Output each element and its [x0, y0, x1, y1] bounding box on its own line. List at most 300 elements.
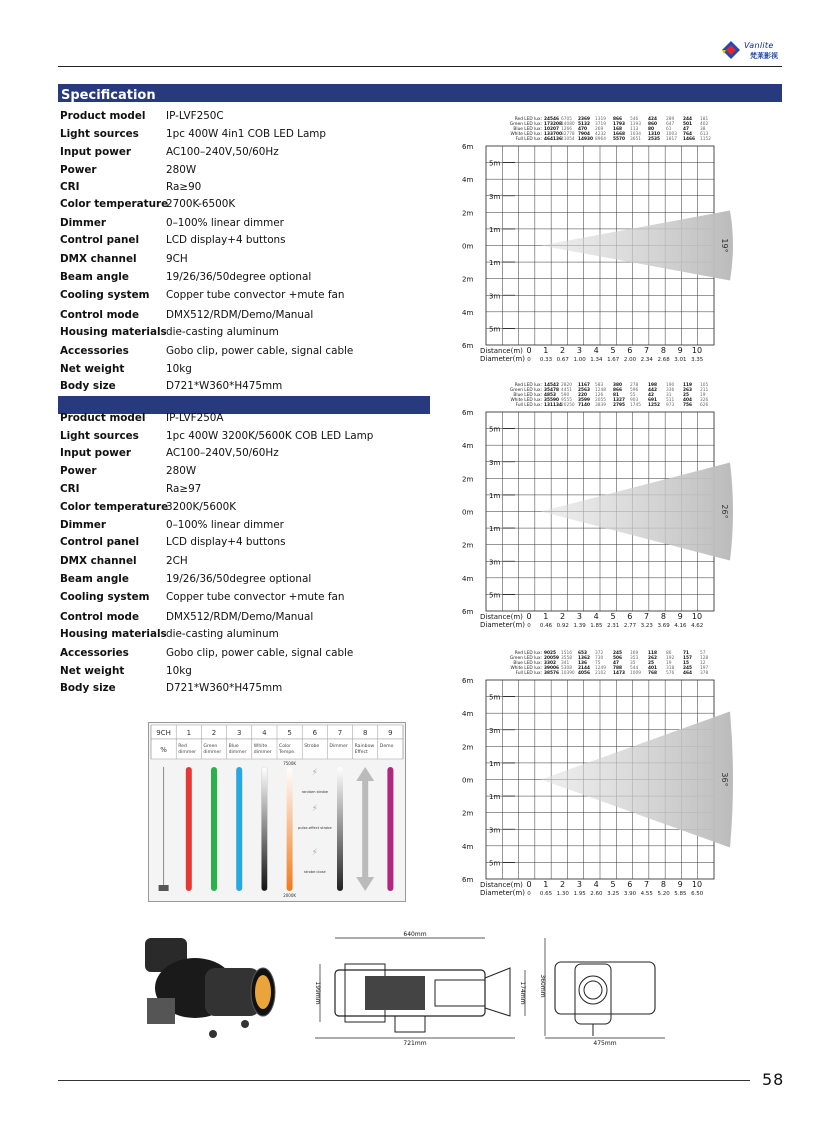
y-axis-label: 1m [489, 491, 501, 500]
spec-value: 19/26/36/50degree optional [166, 573, 312, 585]
distance-tick: 0 [526, 346, 532, 355]
dmx-channel-number: 2 [211, 729, 217, 737]
beam-angle-label: 19° [720, 238, 729, 253]
lux-value: 5570 [613, 137, 625, 142]
distance-tick: 7 [644, 880, 650, 889]
lux-value: 6705 [561, 117, 572, 122]
dmx-channel-number: 3 [236, 729, 242, 737]
distance-axis-label: Distance(m) [480, 881, 523, 889]
spec-value: 280W [166, 465, 197, 477]
lux-value: 19 [700, 393, 706, 398]
diameter-value: 6.50 [691, 891, 704, 897]
distance-tick: 0 [526, 880, 532, 889]
spec-value: die-casting aluminum [166, 628, 279, 640]
spec-label: Housing materials [60, 628, 167, 640]
diameter-value: 3.23 [640, 623, 653, 629]
lux-value: 19 [666, 661, 672, 666]
lux-value: 269 [595, 127, 604, 132]
lux-value: 404 [683, 398, 692, 403]
dmx-function: Blue dimmer [228, 744, 247, 755]
distance-tick: 5 [610, 346, 616, 355]
spec-label: Color temperature [60, 501, 169, 513]
lux-row-label: Full LED lux: [515, 137, 542, 142]
distance-tick: 9 [677, 346, 683, 355]
y-axis-label: 5m [489, 425, 501, 434]
lux-value: 14080 [561, 122, 575, 127]
lux-value: 626 [700, 403, 709, 408]
lux-value: 4451 [561, 388, 572, 393]
lux-value: 192 [666, 656, 675, 661]
dmx-level-bar [211, 767, 217, 891]
diameter-value: 2.00 [623, 357, 637, 363]
diameter-value: 0.92 [556, 623, 569, 629]
spec-value: Gobo clip, power cable, signal cable [166, 647, 354, 659]
spec-label: Dimmer [60, 519, 107, 531]
lux-value: 691 [648, 398, 657, 403]
spec-value: Copper tube convector +mute fan [166, 591, 345, 603]
spec-label: Cooling system [60, 591, 150, 603]
diameter-value: 5.20 [657, 891, 670, 897]
lux-value: 402 [700, 122, 709, 127]
beam-chart-36 [460, 646, 729, 902]
spec-value: Copper tube convector +mute fan [166, 289, 345, 301]
diameter-axis-label: Diameter(m) [480, 355, 525, 363]
spec-label: Power [60, 465, 97, 477]
lux-value: 41054 [561, 137, 575, 142]
lux-value: 39006 [544, 666, 559, 671]
lux-value: 903 [630, 398, 639, 403]
lux-value: 71 [683, 651, 689, 656]
y-axis-label: 0m [462, 508, 474, 517]
diameter-value: 4.55 [640, 891, 653, 897]
lux-value: 3651 [630, 137, 641, 142]
lux-value: 47 [683, 127, 689, 132]
lux-value: 42 [648, 393, 654, 398]
dmx-channel-number: 6 [312, 729, 318, 737]
spec-label: Beam angle [60, 271, 129, 283]
distance-tick: 7 [644, 346, 650, 355]
spec-value: LCD display+4 buttons [166, 234, 286, 246]
lux-row-label: White LED lux: [510, 666, 542, 671]
dmx-function: Rainbow Effect [354, 744, 375, 755]
lux-value: 973 [666, 403, 675, 408]
spec-value: DMX512/RDM/Demo/Manual [166, 309, 314, 321]
spec-value: LCD display+4 buttons [166, 536, 286, 548]
y-axis-label: 4m [462, 308, 474, 317]
lux-value: 341 [561, 661, 570, 666]
lux-value: 136 [578, 661, 587, 666]
spec-value: AC100–240V,50/60Hz [166, 146, 279, 158]
distance-tick: 1 [543, 346, 549, 355]
diameter-value: 1.00 [573, 357, 586, 363]
dmx-channel-number: 5 [287, 729, 292, 737]
spec-label: Body size [60, 380, 116, 392]
distance-tick: 0 [526, 612, 532, 621]
lux-value: 55 [630, 393, 636, 398]
distance-tick: 3 [576, 880, 582, 889]
lux-value: 866 [613, 388, 622, 393]
lux-value: 245 [613, 651, 622, 656]
spec-value: 2CH [166, 555, 188, 567]
diameter-value: 3.69 [657, 623, 670, 629]
lux-value: 113 [630, 127, 639, 132]
spec-table-lvf250a [60, 412, 430, 702]
diameter-value: 0.67 [556, 357, 569, 363]
lux-value: 197 [700, 666, 709, 671]
dmx-function: Red dimmer [178, 744, 197, 755]
y-axis-label: 5m [489, 859, 501, 868]
spec-value: 9CH [166, 253, 188, 265]
page-number: 58 [762, 1070, 785, 1089]
lux-value: 190 [666, 383, 675, 388]
lux-value: 35 [630, 661, 636, 666]
y-axis-label: 2m [462, 541, 474, 550]
lux-value: 8964 [595, 137, 606, 142]
y-axis-label: 4m [462, 442, 474, 451]
spec-label: Net weight [60, 363, 125, 375]
lux-value: 326 [700, 398, 709, 403]
lux-value: 131134 [544, 403, 562, 408]
spec-label: Accessories [60, 647, 129, 659]
lux-value: 1319 [595, 117, 606, 122]
lux-value: 470 [578, 127, 587, 132]
lux-value: 768 [648, 671, 657, 676]
y-axis-label: 5m [489, 693, 501, 702]
spec-value: 3200K/5600K [166, 501, 237, 513]
lux-value: 3719 [595, 122, 606, 127]
distance-tick: 8 [660, 612, 666, 621]
lux-value: 169 [630, 651, 639, 656]
lux-value: 244 [683, 117, 692, 122]
lux-value: 1193 [630, 122, 641, 127]
lux-value: 32778 [561, 132, 575, 137]
lux-value: 318 [666, 666, 675, 671]
lux-value: 15 [683, 661, 689, 666]
distance-tick: 5 [610, 612, 616, 621]
y-axis-label: 1m [489, 525, 501, 534]
spec-label: Color temperature [60, 198, 169, 210]
y-axis-label: 2m [462, 209, 474, 218]
diameter-value: 2.31 [607, 623, 620, 629]
spec-label: Net weight [60, 665, 125, 677]
lux-value: 10207 [544, 127, 559, 132]
spec-label: Control panel [60, 536, 140, 548]
lux-value: 38576 [544, 671, 559, 676]
lux-value: 118 [648, 651, 657, 656]
dim-height-left: 199mm [314, 981, 321, 1005]
strobe-icon: ⚡ [311, 768, 318, 778]
lux-value: 401 [648, 666, 657, 671]
lux-value: 730 [595, 656, 604, 661]
diameter-value: 2.77 [623, 623, 637, 629]
lux-value: 35590 [544, 398, 559, 403]
y-axis-label: 3m [489, 192, 501, 201]
distance-tick: 4 [593, 880, 599, 889]
lux-row-label: Blue LED lux: [513, 661, 542, 666]
spec-table-lvf250c [60, 110, 430, 390]
lux-value: 7140 [578, 403, 590, 408]
spec-value: D721*W360*H475mm [166, 682, 283, 694]
diameter-value: 0.65 [539, 891, 553, 897]
distance-tick: 6 [627, 612, 633, 621]
lux-value: 3839 [595, 403, 606, 408]
lux-value: 613 [700, 132, 709, 137]
y-axis-label: 1m [489, 225, 501, 234]
dmx-channel-table [148, 722, 406, 902]
lux-value: 3558 [561, 656, 572, 661]
spec-label: Cooling system [60, 289, 150, 301]
lux-value: 80 [648, 127, 654, 132]
spec-value: die-casting aluminum [166, 326, 279, 338]
lux-value: 126 [595, 393, 604, 398]
lux-value: 2563 [578, 388, 590, 393]
lux-value: 1327 [613, 398, 625, 403]
distance-tick: 8 [660, 880, 666, 889]
y-axis-label: 6m [462, 677, 474, 685]
diameter-value: 1.39 [573, 623, 586, 629]
distance-tick: 9 [677, 880, 683, 889]
diameter-axis-label: Diameter(m) [480, 889, 525, 897]
lux-value: 1516 [561, 651, 572, 656]
dmx-channel-header: 9CH [156, 729, 171, 737]
lux-value: 4232 [595, 132, 606, 137]
lux-value: 336 [666, 388, 675, 393]
y-axis-label: 5m [489, 591, 501, 600]
lux-value: 278 [630, 383, 639, 388]
lux-value: 1034 [630, 132, 641, 137]
lux-value: 442 [648, 388, 657, 393]
diameter-value: 3.90 [623, 891, 637, 897]
distance-axis-label: Distance(m) [480, 613, 523, 621]
spec-label: Control mode [60, 611, 140, 623]
lux-value: 262 [648, 656, 657, 661]
dmx-channel-number: 9 [388, 729, 393, 737]
lux-value: 25 [648, 661, 654, 666]
distance-tick: 5 [610, 880, 616, 889]
y-axis-label: 0m [462, 776, 474, 785]
dim-length-top: 640mm [403, 931, 427, 938]
fader-knob [159, 885, 169, 891]
spec-label: Power [60, 164, 97, 176]
diameter-value: 1.85 [590, 623, 603, 629]
lux-row-label: Red LED lux: [514, 651, 542, 656]
spec-label: Housing materials [60, 326, 167, 338]
lux-row-label: Green LED lux: [509, 656, 542, 661]
diameter-tick: 0 [527, 623, 531, 629]
lux-row-label: Blue LED lux: [513, 393, 542, 398]
lux-value: 1793 [613, 122, 625, 127]
spec-value: Gobo clip, power cable, signal cable [166, 345, 354, 357]
spec-label: Product model [60, 110, 146, 122]
spec-value: 1pc 400W 3200K/5600K COB LED Lamp [166, 430, 374, 442]
distance-tick: 2 [560, 880, 566, 889]
lux-value: 9025 [544, 651, 556, 656]
dmx-function: Strobe [304, 744, 320, 749]
rainbow-arrow-icon [356, 767, 374, 891]
lux-value: 31 [666, 393, 672, 398]
diameter-value: 3.01 [674, 357, 687, 363]
lux-value: 9555 [561, 398, 572, 403]
distance-tick: 2 [560, 612, 566, 621]
logo-mark-icon [720, 40, 742, 60]
beam-angle-label: 36° [720, 772, 729, 787]
distance-tick: 1 [543, 880, 549, 889]
y-axis-label: 2m [462, 275, 474, 284]
spec-value: 2700K-6500K [166, 198, 236, 210]
distance-tick: 1 [543, 612, 549, 621]
dmx-unit: % [160, 746, 167, 754]
y-axis-label: 2m [462, 475, 474, 484]
ct-top-label: 7500K [283, 761, 297, 766]
brand-name: Vanlite [744, 41, 774, 50]
brand-logo [720, 40, 800, 64]
strobe-icon: ⚡ [311, 848, 318, 858]
y-axis-label: 1m [489, 259, 501, 268]
spec-label: Body size [60, 682, 116, 694]
spec-label: Light sources [60, 128, 139, 140]
lux-row-label: White LED lux: [510, 132, 542, 137]
diameter-value: 5.85 [674, 891, 687, 897]
y-axis-label: 5m [489, 325, 501, 334]
lux-value: 168 [613, 127, 622, 132]
spec-label: Dimmer [60, 217, 107, 229]
spec-value: 0–100% linear dimmer [166, 519, 284, 531]
diameter-value: 3.35 [691, 357, 704, 363]
spec-value: DMX512/RDM/Demo/Manual [166, 611, 314, 623]
dmx-function: Green dimmer [203, 744, 222, 755]
lux-row-label: Full LED lux: [515, 671, 542, 676]
lux-value: 1249 [595, 666, 606, 671]
distance-tick: 4 [593, 346, 599, 355]
spec-label: Control mode [60, 309, 140, 321]
lux-value: 75 [595, 661, 601, 666]
lux-value: 583 [595, 383, 604, 388]
beam-chart-26 [460, 378, 729, 634]
lux-value: 3302 [544, 661, 556, 666]
spec-label: Input power [60, 146, 132, 158]
lux-value: 133700 [544, 132, 562, 137]
distance-tick: 4 [593, 612, 599, 621]
lux-value: 1362 [578, 656, 590, 661]
lux-value: 464 [683, 671, 692, 676]
dmx-channel-number: 1 [186, 729, 192, 737]
spec-value: Ra≥97 [166, 483, 202, 495]
spec-label: Beam angle [60, 573, 129, 585]
strobe-note: pulse-effect strobe [297, 826, 332, 830]
distance-tick: 9 [677, 612, 683, 621]
diameter-value: 1.30 [556, 891, 569, 897]
y-axis-label: 4m [462, 574, 474, 583]
footer-rule [58, 1080, 750, 1081]
spec-value: 19/26/36/50degree optional [166, 271, 312, 283]
dim-length-bottom: 721mm [403, 1040, 427, 1047]
lux-value: 2535 [648, 137, 660, 142]
lux-value: 10390 [561, 671, 575, 676]
lux-value: 860 [648, 122, 657, 127]
lux-value: 220 [578, 393, 587, 398]
dmx-channel-number: 4 [262, 729, 267, 737]
spec-label: Accessories [60, 345, 129, 357]
lux-value: 198 [648, 383, 657, 388]
lux-value: 596 [630, 388, 639, 393]
lux-value: 1009 [630, 671, 641, 676]
lux-value: 1252 [648, 403, 660, 408]
beam-chart-19 [460, 112, 729, 368]
lux-value: 3599 [578, 398, 590, 403]
y-axis-label: 1m [489, 759, 501, 768]
diameter-value: 2.34 [640, 357, 653, 363]
y-axis-label: 3m [489, 726, 501, 735]
spec-value: D721*W360*H475mm [166, 380, 283, 392]
y-axis-label: 2m [462, 809, 474, 818]
lux-value: 263 [683, 388, 692, 393]
lux-value: 61 [666, 127, 672, 132]
lux-value: 14930 [578, 137, 593, 142]
brand-name-cn: 梵莱影视 [750, 52, 778, 60]
lux-value: 20059 [544, 656, 559, 661]
lux-value: 105 [700, 383, 709, 388]
lux-value: 5132 [578, 122, 590, 127]
lux-value: 2102 [595, 671, 606, 676]
ct-bottom-label: 2000K [283, 893, 297, 898]
lux-value: 1668 [613, 132, 625, 137]
lux-value: 57 [700, 651, 706, 656]
lux-value: 20250 [561, 403, 575, 408]
lux-value: 25 [683, 393, 689, 398]
lux-value: 128 [700, 656, 709, 661]
y-axis-label: 6m [462, 342, 474, 350]
lux-value: 1248 [595, 388, 606, 393]
dmx-level-bar [236, 767, 242, 891]
lux-value: 5308 [561, 666, 572, 671]
lux-value: 1310 [648, 132, 660, 137]
y-axis-label: 6m [462, 608, 474, 616]
y-axis-label: 4m [462, 710, 474, 719]
lux-value: 576 [666, 671, 675, 676]
dmx-level-bar [186, 767, 192, 891]
spec-value: 1pc 400W 4in1 COB LED Lamp [166, 128, 327, 140]
lux-value: 380 [613, 383, 622, 388]
diameter-value: 2.68 [657, 357, 670, 363]
lux-value: 1817 [666, 137, 677, 142]
lux-value: 1473 [613, 671, 625, 676]
lux-value: 647 [666, 122, 675, 127]
diameter-value: 4.62 [691, 623, 704, 629]
lux-value: 2055 [595, 398, 606, 403]
lux-value: 35478 [544, 388, 559, 393]
lux-row-label: Green LED lux: [509, 122, 542, 127]
y-axis-label: 6m [462, 876, 474, 884]
lux-value: 81 [613, 393, 619, 398]
lux-value: 2144 [578, 666, 590, 671]
strobe-note: strobe close [303, 870, 326, 874]
dmx-function: White dimmer [253, 744, 272, 755]
lux-value: 1466 [683, 137, 695, 142]
lux-value: 1266 [561, 127, 572, 132]
lux-value: 353 [630, 656, 639, 661]
lux-value: 653 [578, 651, 587, 656]
diameter-value: 0.33 [539, 357, 553, 363]
lux-value: 173208 [544, 122, 562, 127]
lux-value: 788 [613, 666, 622, 671]
distance-tick: 3 [576, 346, 582, 355]
y-axis-label: 6m [462, 409, 474, 417]
dim-width-right: 475mm [593, 1040, 617, 1047]
spec-value: 10kg [166, 665, 192, 677]
distance-axis-label: Distance(m) [480, 347, 523, 355]
lux-value: 1003 [666, 132, 677, 137]
lux-value: 590 [561, 393, 570, 398]
